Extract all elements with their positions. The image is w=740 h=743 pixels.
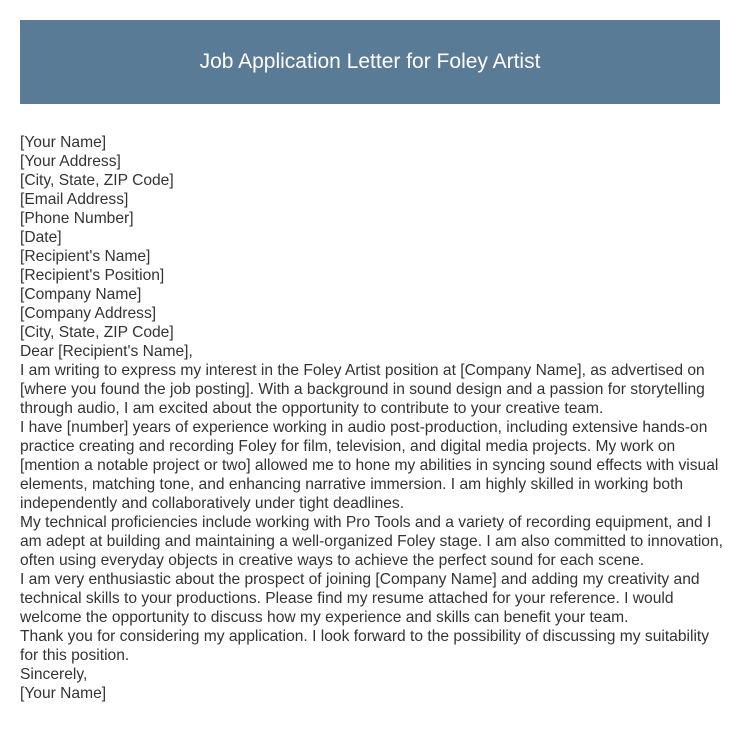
paragraph-thanks: Thank you for considering my application. I look forward to the possibility of discussing my suitability for this position. <box>20 628 710 664</box>
salutation: Dear [Recipient's Name], <box>20 343 193 360</box>
paragraph-skills: My technical proficiencies include working with Pro Tools and a variety of recording equipment, and I am adept at building and maintaining a well-organized Foley stage. I am also committed to innovation, often using everyday objects in creative ways to achieve the perfect sound for each scene. <box>20 514 723 569</box>
sender-city: [City, State, ZIP Code] <box>20 172 174 189</box>
letter-body <box>20 133 725 703</box>
closing: Sincerely, <box>20 666 88 683</box>
paragraph-experience: I have [number] years of experience working in audio post-production, including extensive hands-on practice creating and recording Foley for film, television, and digital media projects. My work on [mention a notable project or two] allowed me to hone my abilities in syncing sound effects with visual elements, matching tone, and enhancing narrative immersion. I am highly skilled in working both independently and collaboratively under tight deadlines. <box>20 419 719 512</box>
recipient-city: [City, State, ZIP Code] <box>20 324 174 341</box>
letter-date: [Date] <box>20 229 62 246</box>
sender-phone: [Phone Number] <box>20 210 134 227</box>
recipient-company: [Company Name] <box>20 286 142 303</box>
recipient-name: [Recipient's Name] <box>20 248 151 265</box>
page-title: Job Application Letter for Foley Artist <box>199 50 541 73</box>
sender-name: [Your Name] <box>20 134 107 151</box>
recipient-address: [Company Address] <box>20 305 157 322</box>
recipient-position: [Recipient's Position] <box>20 267 165 284</box>
signature: [Your Name] <box>20 685 107 702</box>
title-banner <box>20 20 720 104</box>
sender-address: [Your Address] <box>20 153 121 170</box>
sender-email: [Email Address] <box>20 191 129 208</box>
paragraph-intro: I am writing to express my interest in the Foley Artist position at [Company Name], as advertised on [where you found the job posting]. With a background in sound design and a passion for storytelling through audio, I am excited about the opportunity to contribute to your creative team. <box>20 362 705 417</box>
paragraph-enthusiasm: I am very enthusiastic about the prospect of joining [Company Name] and adding my creativity and technical skills to your productions. Please find my resume attached for your reference. I would welcome the opportunity to discuss how my experience and skills can benefit your team. <box>20 571 700 626</box>
